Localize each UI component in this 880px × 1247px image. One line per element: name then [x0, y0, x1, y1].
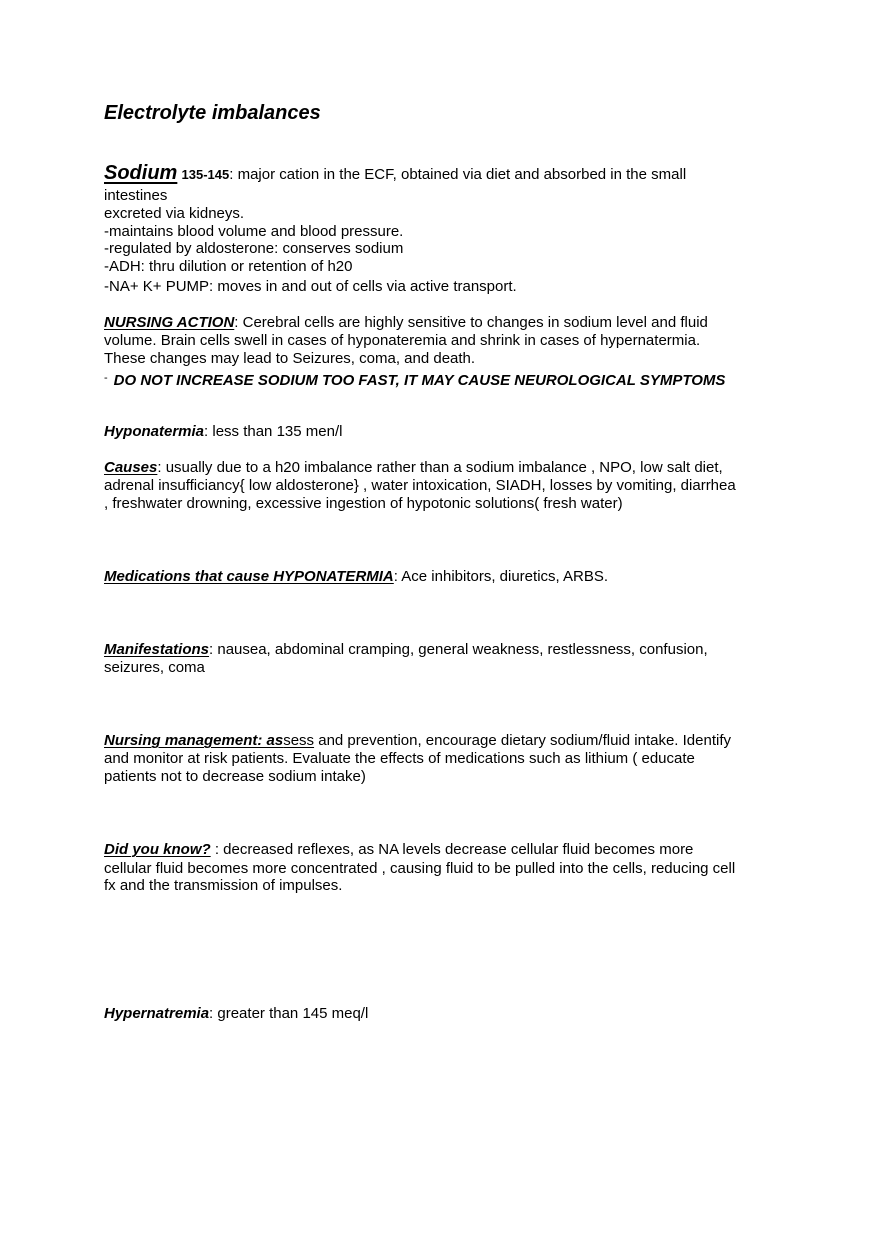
- sodium-line: intestines: [104, 187, 168, 204]
- hyponatremia-line: [104, 423, 342, 441]
- warning-line: [104, 369, 725, 390]
- hypernatremia-label: Hypernatremia: [104, 1005, 210, 1022]
- warning-text: DO NOT INCREASE SODIUM TOO FAST, IT MAY CAUSE NEUROLOGICAL SYMPTOMS: [113, 372, 726, 389]
- sodium-line: -ADH: thru dilution or retention of h20: [104, 258, 353, 275]
- sodium-line: -NA+ K+ PUMP: moves in and out of cells via active transport.: [104, 278, 517, 295]
- did-you-know-label: Did you know?: [104, 841, 211, 858]
- causes-line: , freshwater drowning, excessive ingestion of hypotonic solutions( fresh water): [104, 495, 623, 512]
- did-you-know-text: : decreased reflexes, as NA levels decrease cellular fluid becomes more: [210, 841, 694, 858]
- causes-label: Causes: [104, 459, 158, 476]
- nursing-action-label: NURSING ACTION: [104, 314, 235, 331]
- causes-paragraph: [104, 459, 723, 477]
- did-you-know-paragraph: [104, 841, 693, 859]
- nursing-management-text: and prevention, encourage dietary sodium/fluid intake. Identify: [314, 732, 731, 749]
- manifestations-line: seizures, coma: [104, 659, 205, 676]
- nursing-management-label: [104, 732, 314, 749]
- manifestations-text: : nausea, abdominal cramping, general weakness, restlessness, confusion,: [209, 641, 708, 658]
- page-title: Electrolyte imbalances: [104, 102, 321, 124]
- nursing-management-paragraph: [104, 732, 731, 750]
- did-you-know-line: fx and the transmission of impulses.: [104, 877, 343, 894]
- medications-line: [104, 568, 608, 586]
- sodium-line: -maintains blood volume and blood pressure.: [104, 223, 404, 240]
- nursing-action-line: volume. Brain cells swell in cases of hyponateremia and shrink in cases of hypernatermia.: [104, 332, 701, 349]
- hypernatremia-line: [104, 1005, 368, 1023]
- sodium-heading: Sodium: [104, 162, 178, 184]
- hyponatremia-text: : less than 135 men/l: [204, 423, 343, 440]
- manifestations-label: Manifestations: [104, 641, 210, 658]
- nursing-management-label-plain: sess: [283, 732, 315, 749]
- nursing-action-text: : Cerebral cells are highly sensitive to changes in sodium level and fluid: [234, 314, 708, 331]
- nursing-management-line: patients not to decrease sodium intake): [104, 768, 366, 785]
- nursing-action-line: These changes may lead to Seizures, coma, and death.: [104, 350, 476, 367]
- nursing-management-line: and monitor at risk patients. Evaluate the effects of medications such as lithium ( educate: [104, 750, 695, 767]
- sodium-line: excreted via kidneys.: [104, 205, 245, 222]
- sodium-line: -regulated by aldosterone: conserves sodium: [104, 240, 404, 257]
- sodium-intro: [104, 164, 686, 184]
- medications-text: : Ace inhibitors, diuretics, ARBS.: [393, 568, 609, 585]
- causes-line: adrenal insufficiancy{ low aldosterone} , water intoxication, SIADH, losses by vomiting, diarrhea: [104, 477, 736, 494]
- hypernatremia-text: : greater than 145 meq/l: [209, 1005, 369, 1022]
- manifestations-paragraph: [104, 641, 708, 659]
- hyponatremia-label: Hyponatermia: [104, 423, 205, 440]
- sodium-intro-text: : major cation in the ECF, obtained via diet and absorbed in the small: [229, 166, 687, 183]
- did-you-know-line: cellular fluid becomes more concentrated , causing fluid to be pulled into the cells, reducing cell: [104, 860, 736, 877]
- sodium-range: 135-145: [181, 167, 230, 182]
- nursing-management-label-bold: Nursing management: as: [104, 732, 284, 749]
- medications-label: Medications that cause HYPONATERMIA: [104, 568, 394, 585]
- nursing-action-paragraph: [104, 314, 708, 332]
- causes-text: : usually due to a h20 imbalance rather than a sodium imbalance , NPO, low salt diet,: [157, 459, 723, 476]
- bullet-dash: -: [104, 372, 108, 384]
